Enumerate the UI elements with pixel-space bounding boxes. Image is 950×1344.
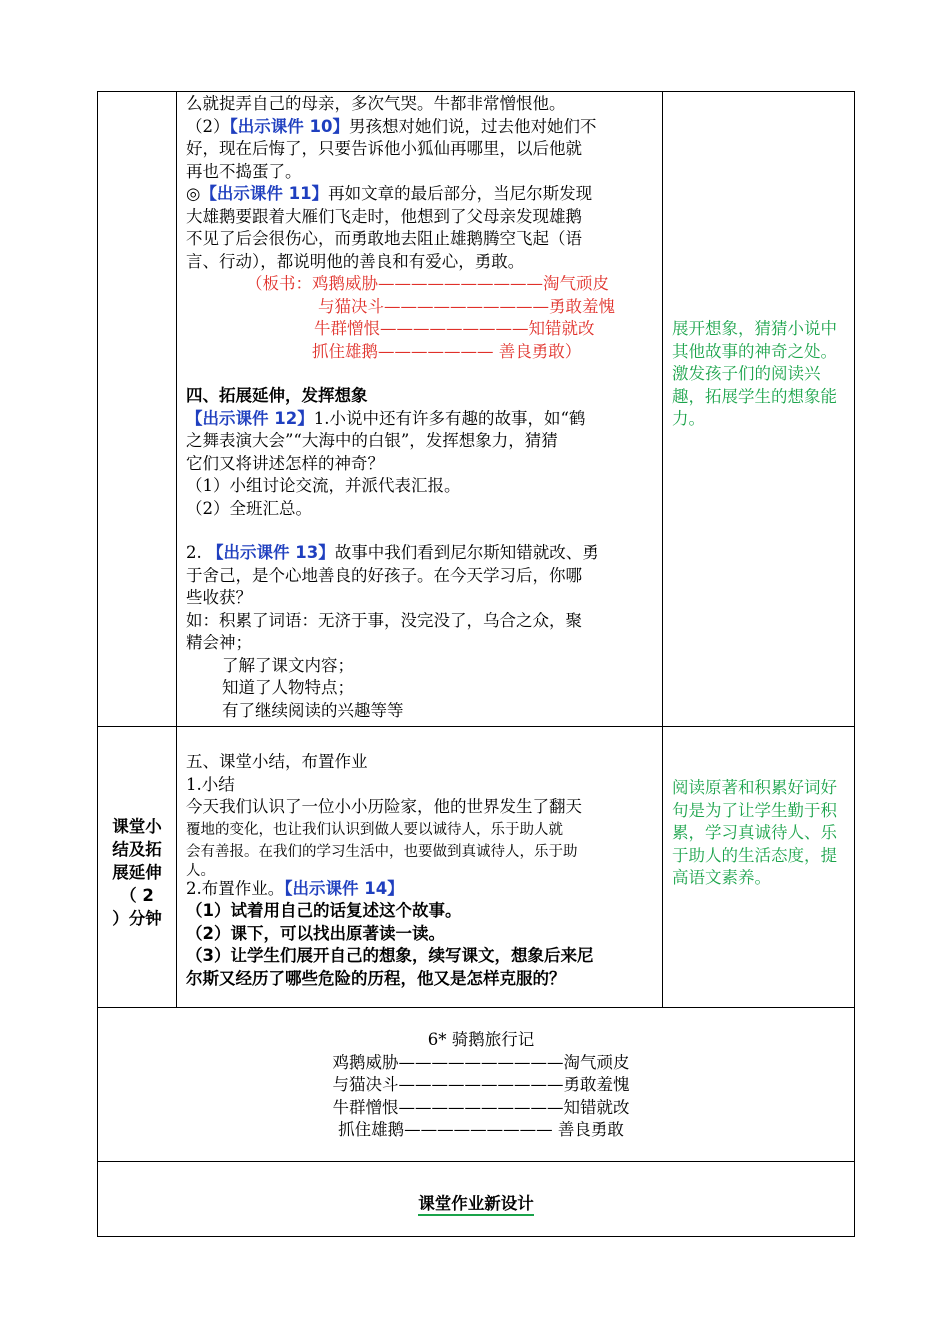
- section-heading: 四、拓展延伸，发挥想象: [186, 386, 368, 405]
- board-row: 与猫决斗——————————勇敢羞愧: [332, 1075, 630, 1094]
- text-line: 尔斯又经历了哪些危险的历程，他又是怎样克服的？: [186, 968, 566, 988]
- text-line: 再也不捣蛋了。: [186, 161, 302, 181]
- text-line: 大雄鹅要跟着大雁们飞走时，他想到了父母亲发现雄鹅: [186, 206, 582, 226]
- row-divider-1: [97, 726, 855, 727]
- courseware-link: 【出示课件 14】: [284, 878, 404, 898]
- text-line: 今天我们认识了一位小小历险家，他的世界发生了翻天: [186, 797, 582, 816]
- text-line: 不见了后会很伤心，而勇敢地去阻止雄鹅腾空飞起（语: [186, 229, 582, 248]
- courseware-link: 【出示课件 10】: [229, 116, 349, 136]
- text-line: 会有善报。在我们的学习生活中，也要做到真诚待人，乐于助: [186, 844, 578, 860]
- text-line: 【出示课件 12】1.小说中还有许多有趣的故事，如“鹤: [186, 408, 586, 428]
- courseware-link: 【出示课件 13】: [207, 543, 335, 562]
- board-title: 6* 骑鹅旅行记: [427, 1030, 535, 1049]
- text-line: 覆地的变化，也让我们认识到做人要以诚待人，乐于助人就: [186, 821, 563, 838]
- homework-section-title: 课堂作业新设计: [98, 1190, 854, 1214]
- text-line: 好，现在后悔了，只要告诉他小狐仙再哪里，以后他就: [186, 139, 582, 158]
- col-divider-2: [662, 91, 663, 1007]
- text-line: ◎【出示课件 11】再如文章的最后部分，当尼尔斯发现: [186, 184, 593, 203]
- courseware-link: 【出示课件 12】: [186, 408, 314, 428]
- text-line: 知道了人物特点；: [222, 678, 354, 697]
- row-divider-3: [97, 1161, 855, 1162]
- text-line: 它们又将讲述怎样的神奇？: [186, 453, 384, 473]
- text-line: 1.小结: [186, 774, 235, 794]
- text-line: （2）【出示课件 10】男孩想对她们说，过去他对她们不: [186, 116, 597, 136]
- board-row: 牛群憎恨——————————知错就改: [332, 1097, 630, 1117]
- design-intent-note: 展开想象，猜猜小说中其他故事的神奇之处。激发孩子们的阅读兴趣，拓展学生的想象能力。: [672, 319, 837, 428]
- text-line: 了解了课文内容；: [222, 655, 354, 675]
- text-line: （2）全班汇总。: [186, 498, 312, 518]
- text-line: （1）小组讨论交流，并派代表汇报。: [186, 476, 461, 495]
- board-row: 抓住雄鹅————————— 善良勇敢: [338, 1120, 624, 1139]
- board-row: 鸡鹅威胁——————————淘气顽皮: [332, 1052, 630, 1072]
- text-line: 精会神；: [186, 633, 252, 652]
- text-line: 些收获？: [186, 588, 252, 607]
- text-line: （1）试着用自己的话复述这个故事。: [186, 901, 462, 920]
- design-intent-note: 阅读原著和积累好词好句是为了让学生勤于积累，学习真诚待人、乐于助人的生活态度，提高语文素养。: [672, 778, 837, 887]
- text-line: 如：积累了词语：无济于事，没完没了，乌合之众，聚: [186, 610, 582, 630]
- text-line: 人。: [186, 862, 215, 879]
- courseware-link: 【出示课件 11】: [200, 184, 329, 203]
- text-line: 言、行动），都说明他的善良和有爱心，勇敢。: [186, 251, 525, 271]
- row-divider-2: [97, 1007, 855, 1008]
- text-line: （3）让学生们展开自己的想象，续写课文，想象后来尼: [186, 946, 594, 965]
- text-line: 2. 【出示课件 13】故事中我们看到尼尔斯知错就改、勇: [186, 543, 599, 562]
- text-line: 五、课堂小结，布置作业: [186, 752, 368, 771]
- text-line: 于舍己，是个心地善良的好孩子。在今天学习后，你哪: [186, 565, 582, 585]
- text-line: 有了继续阅读的兴趣等等: [222, 700, 404, 720]
- text-line: （2）课下，可以找出原著读一读。: [186, 923, 445, 943]
- board-note-line: 与猫决斗——————————勇敢羞愧: [318, 296, 615, 316]
- summary-cell: [186, 751, 662, 990]
- text-line: 之舞表演大会”“大海中的白银”，发挥想象力，猜猜: [186, 431, 558, 450]
- text-line: 么就捉弄自己的母亲，多次气哭。牛都非常憎恨他。: [186, 94, 566, 113]
- board-note-line: 抓住雄鹅——————— 善良勇敢）: [312, 341, 582, 361]
- teaching-process-cell: [186, 93, 662, 722]
- text-line: 2.布置作业。【出示课件 14】: [186, 878, 404, 898]
- stage-label: 课堂小 结及拓 展延伸 （ 2 ）分钟: [112, 817, 162, 928]
- board-design: [178, 1029, 784, 1142]
- board-note-line: （板书：鸡鹅威胁——————————淘气顽皮: [246, 274, 609, 293]
- board-note-line: 牛群憎恨—————————知错就改: [314, 319, 595, 338]
- col-divider-1: [176, 91, 177, 1007]
